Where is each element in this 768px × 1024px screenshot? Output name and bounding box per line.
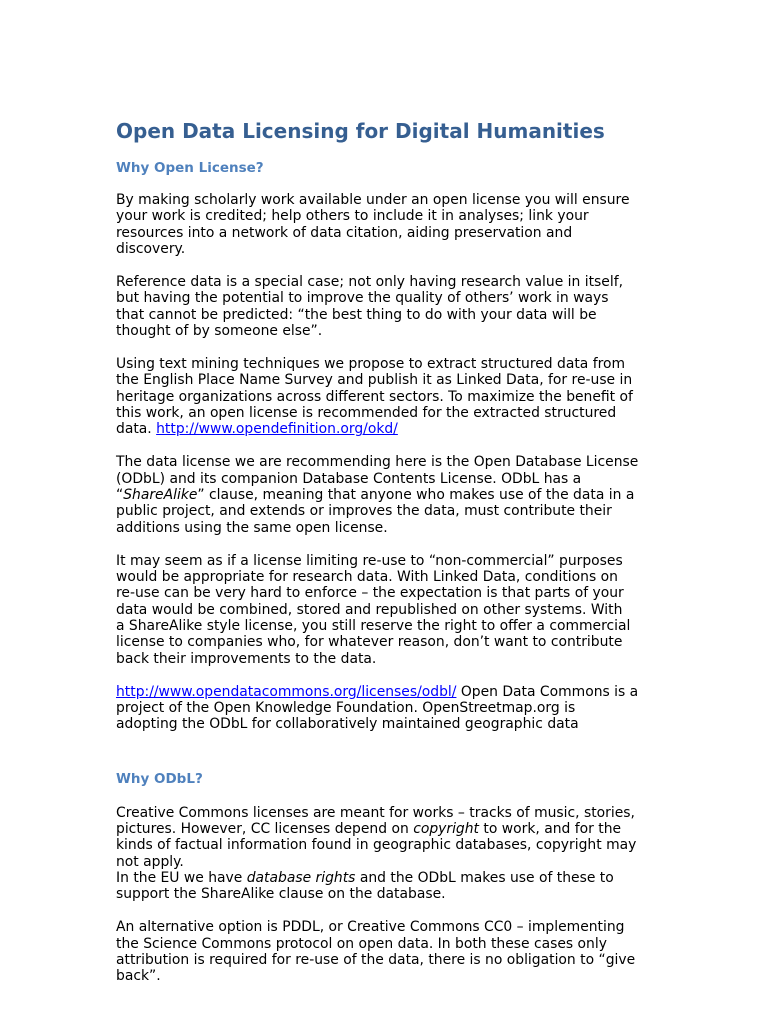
text-fragment: to work, and for the [479, 820, 622, 837]
text-fragment: “ [116, 486, 124, 503]
document-page [116, 118, 656, 985]
text-line: but having the potential to improve the quality of others’ work in ways [116, 290, 609, 307]
opendatacommons-link[interactable]: http://www.opendatacommons.org/licenses/odbl/ [116, 683, 457, 700]
text-line: By making scholarly work available under an open license you will ensure [116, 192, 630, 208]
text-line: An alternative option is PDDL, or Creative Commons CC0 – implementing [116, 919, 625, 936]
text-line: It may seem as if a license limiting re-use to “non-commercial” purposes [116, 552, 623, 569]
emphasis-sharealike: ShareAlike [123, 486, 198, 503]
text-line: (ODbL) and its companion Database Contents License. ODbL has a [116, 470, 582, 487]
text-line: Using text mining techniques we propose to extract structured data from [116, 355, 626, 372]
text-line [116, 684, 656, 700]
text-line [116, 421, 656, 437]
paragraph-pddl-alternative [116, 919, 656, 984]
text-fragment: Open Data Commons is a [456, 683, 639, 700]
text-line: re-use can be very hard to enforce – the expectation is that parts of your [116, 585, 624, 602]
text-line: discovery. [116, 241, 186, 258]
section-heading-why-odbl: Why ODbL? [116, 770, 203, 787]
paragraph-creative-commons [116, 805, 656, 903]
paragraph-reference-data [116, 274, 656, 339]
text-line: thought of by someone else”. [116, 323, 323, 339]
text-line: support the ShareAlike clause on the database. [116, 886, 446, 903]
text-fragment: ” clause, meaning that anyone who makes use of the data in a [197, 486, 635, 503]
text-line: heritage organizations across different sectors. To maximize the benefit of [116, 388, 633, 405]
text-line: attribution is required for re-use of the data, there is no obligation to “give [116, 951, 636, 968]
text-fragment: data. [116, 421, 157, 438]
text-line [116, 821, 656, 837]
paragraph-scholarly-work [116, 192, 656, 257]
text-line: this work, an open license is recommended for the extracted structured [116, 404, 617, 421]
text-line: back”. [116, 968, 161, 985]
text-line: additions using the same open license. [116, 519, 388, 536]
text-fragment: pictures. However, CC licenses depend on [116, 820, 414, 837]
text-line: license to companies who, for whatever reason, don’t want to contribute [116, 634, 623, 651]
text-line: The data license we are recommending here is the Open Database License [116, 454, 639, 471]
opendefinition-link[interactable]: http://www.opendefinition.org/okd/ [156, 421, 398, 438]
document-title: Open Data Licensing for Digital Humanities [116, 119, 605, 143]
paragraph-odbl-recommendation [116, 454, 656, 536]
text-line [116, 487, 656, 503]
text-line: adopting the ODbL for collaboratively maintained geographic data [116, 716, 579, 733]
text-line: not apply. [116, 853, 184, 870]
text-fragment: and the ODbL makes use of these to [355, 869, 614, 886]
text-line: Reference data is a special case; not only having research value in itself, [116, 273, 624, 290]
paragraph-non-commercial [116, 553, 656, 667]
text-fragment: In the EU we have [116, 869, 247, 886]
text-line: that cannot be predicted: “the best thing to do with your data will be [116, 306, 597, 323]
text-line: data would be combined, stored and republished on other systems. With [116, 601, 623, 618]
section-heading-why-open-license: Why Open License? [116, 160, 264, 176]
text-line: Creative Commons licenses are meant for works – tracks of music, stories, [116, 804, 635, 821]
emphasis-copyright: copyright [413, 820, 479, 837]
text-line: kinds of factual information found in geographic databases, copyright may [116, 837, 637, 854]
text-line: public project, and extends or improves the data, must contribute their [116, 503, 612, 520]
text-line: the Science Commons protocol on open data. In both these cases only [116, 935, 607, 952]
emphasis-database-rights: database rights [246, 869, 356, 886]
paragraph-text-mining [116, 356, 656, 438]
text-line: the English Place Name Survey and publish it as Linked Data, for re-use in [116, 372, 633, 389]
text-line: back their improvements to the data. [116, 650, 377, 667]
paragraph-open-data-commons [116, 684, 656, 733]
text-line: your work is credited; help others to include it in analyses; link your [116, 208, 589, 225]
text-line: a ShareAlike style license, you still reserve the right to offer a commercial [116, 617, 631, 634]
text-line: resources into a network of data citation, aiding preservation and [116, 224, 573, 241]
text-line: would be appropriate for research data. With Linked Data, conditions on [116, 568, 618, 585]
text-line [116, 870, 656, 886]
text-line: project of the Open Knowledge Foundation. OpenStreetmap.org is [116, 699, 576, 716]
